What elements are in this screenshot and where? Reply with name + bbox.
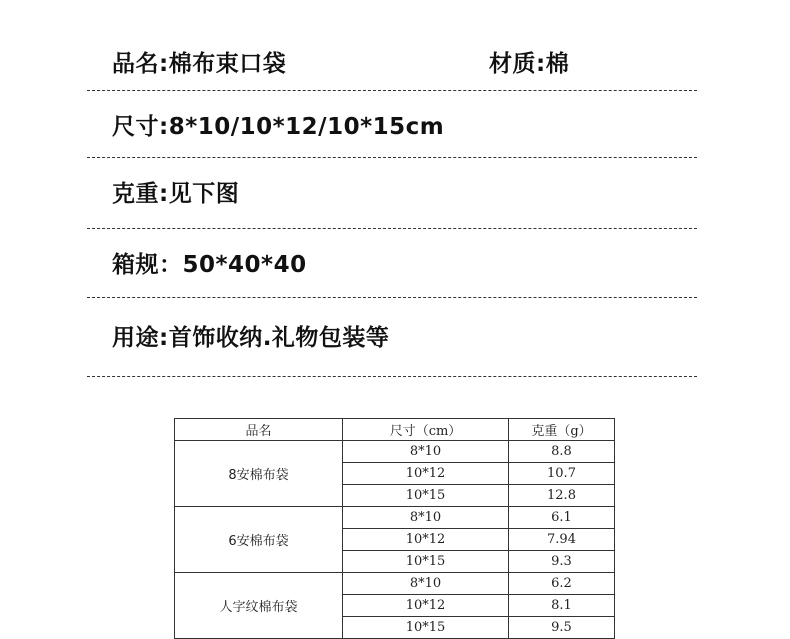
group-name: 8安棉布袋 xyxy=(175,441,343,507)
weight-cell: 7.94 xyxy=(509,529,615,551)
weight-cell: 10.7 xyxy=(509,463,615,485)
divider xyxy=(87,228,697,229)
weight-cell: 9.5 xyxy=(509,617,615,639)
weight-cell: 9.3 xyxy=(509,551,615,573)
size-cell: 8*10 xyxy=(343,573,509,595)
weight-table xyxy=(174,418,615,639)
size-cell: 10*12 xyxy=(343,529,509,551)
divider xyxy=(87,157,697,158)
weight-cell: 12.8 xyxy=(509,485,615,507)
weight-cell: 8.1 xyxy=(509,595,615,617)
size-cell: 8*10 xyxy=(343,441,509,463)
weight-cell: 6.1 xyxy=(509,507,615,529)
material: 材质:棉 xyxy=(489,51,570,77)
divider xyxy=(87,376,697,377)
table-row xyxy=(175,507,615,529)
size-cell: 10*15 xyxy=(343,485,509,507)
usage-spec: 用途:首饰收纳.礼物包装等 xyxy=(112,325,390,351)
table-row xyxy=(175,573,615,595)
size-cell: 8*10 xyxy=(343,507,509,529)
size-cell: 10*15 xyxy=(343,617,509,639)
weight-cell: 8.8 xyxy=(509,441,615,463)
size-spec: 尺寸:8*10/10*12/10*15cm xyxy=(112,114,445,140)
product-name: 品名:棉布束口袋 xyxy=(112,51,287,77)
size-cell: 10*12 xyxy=(343,595,509,617)
weight-spec: 克重:见下图 xyxy=(112,181,240,207)
carton-spec: 箱规：50*40*40 xyxy=(112,252,307,278)
header-name: 品名 xyxy=(175,419,343,441)
weight-cell: 6.2 xyxy=(509,573,615,595)
divider xyxy=(87,90,697,91)
table-row xyxy=(175,441,615,463)
divider xyxy=(87,297,697,298)
header-size: 尺寸（cm） xyxy=(343,419,509,441)
header-weight: 克重（g） xyxy=(509,419,615,441)
group-name: 人字纹棉布袋 xyxy=(175,573,343,639)
size-cell: 10*15 xyxy=(343,551,509,573)
table-header-row xyxy=(175,419,615,441)
group-name: 6安棉布袋 xyxy=(175,507,343,573)
size-cell: 10*12 xyxy=(343,463,509,485)
